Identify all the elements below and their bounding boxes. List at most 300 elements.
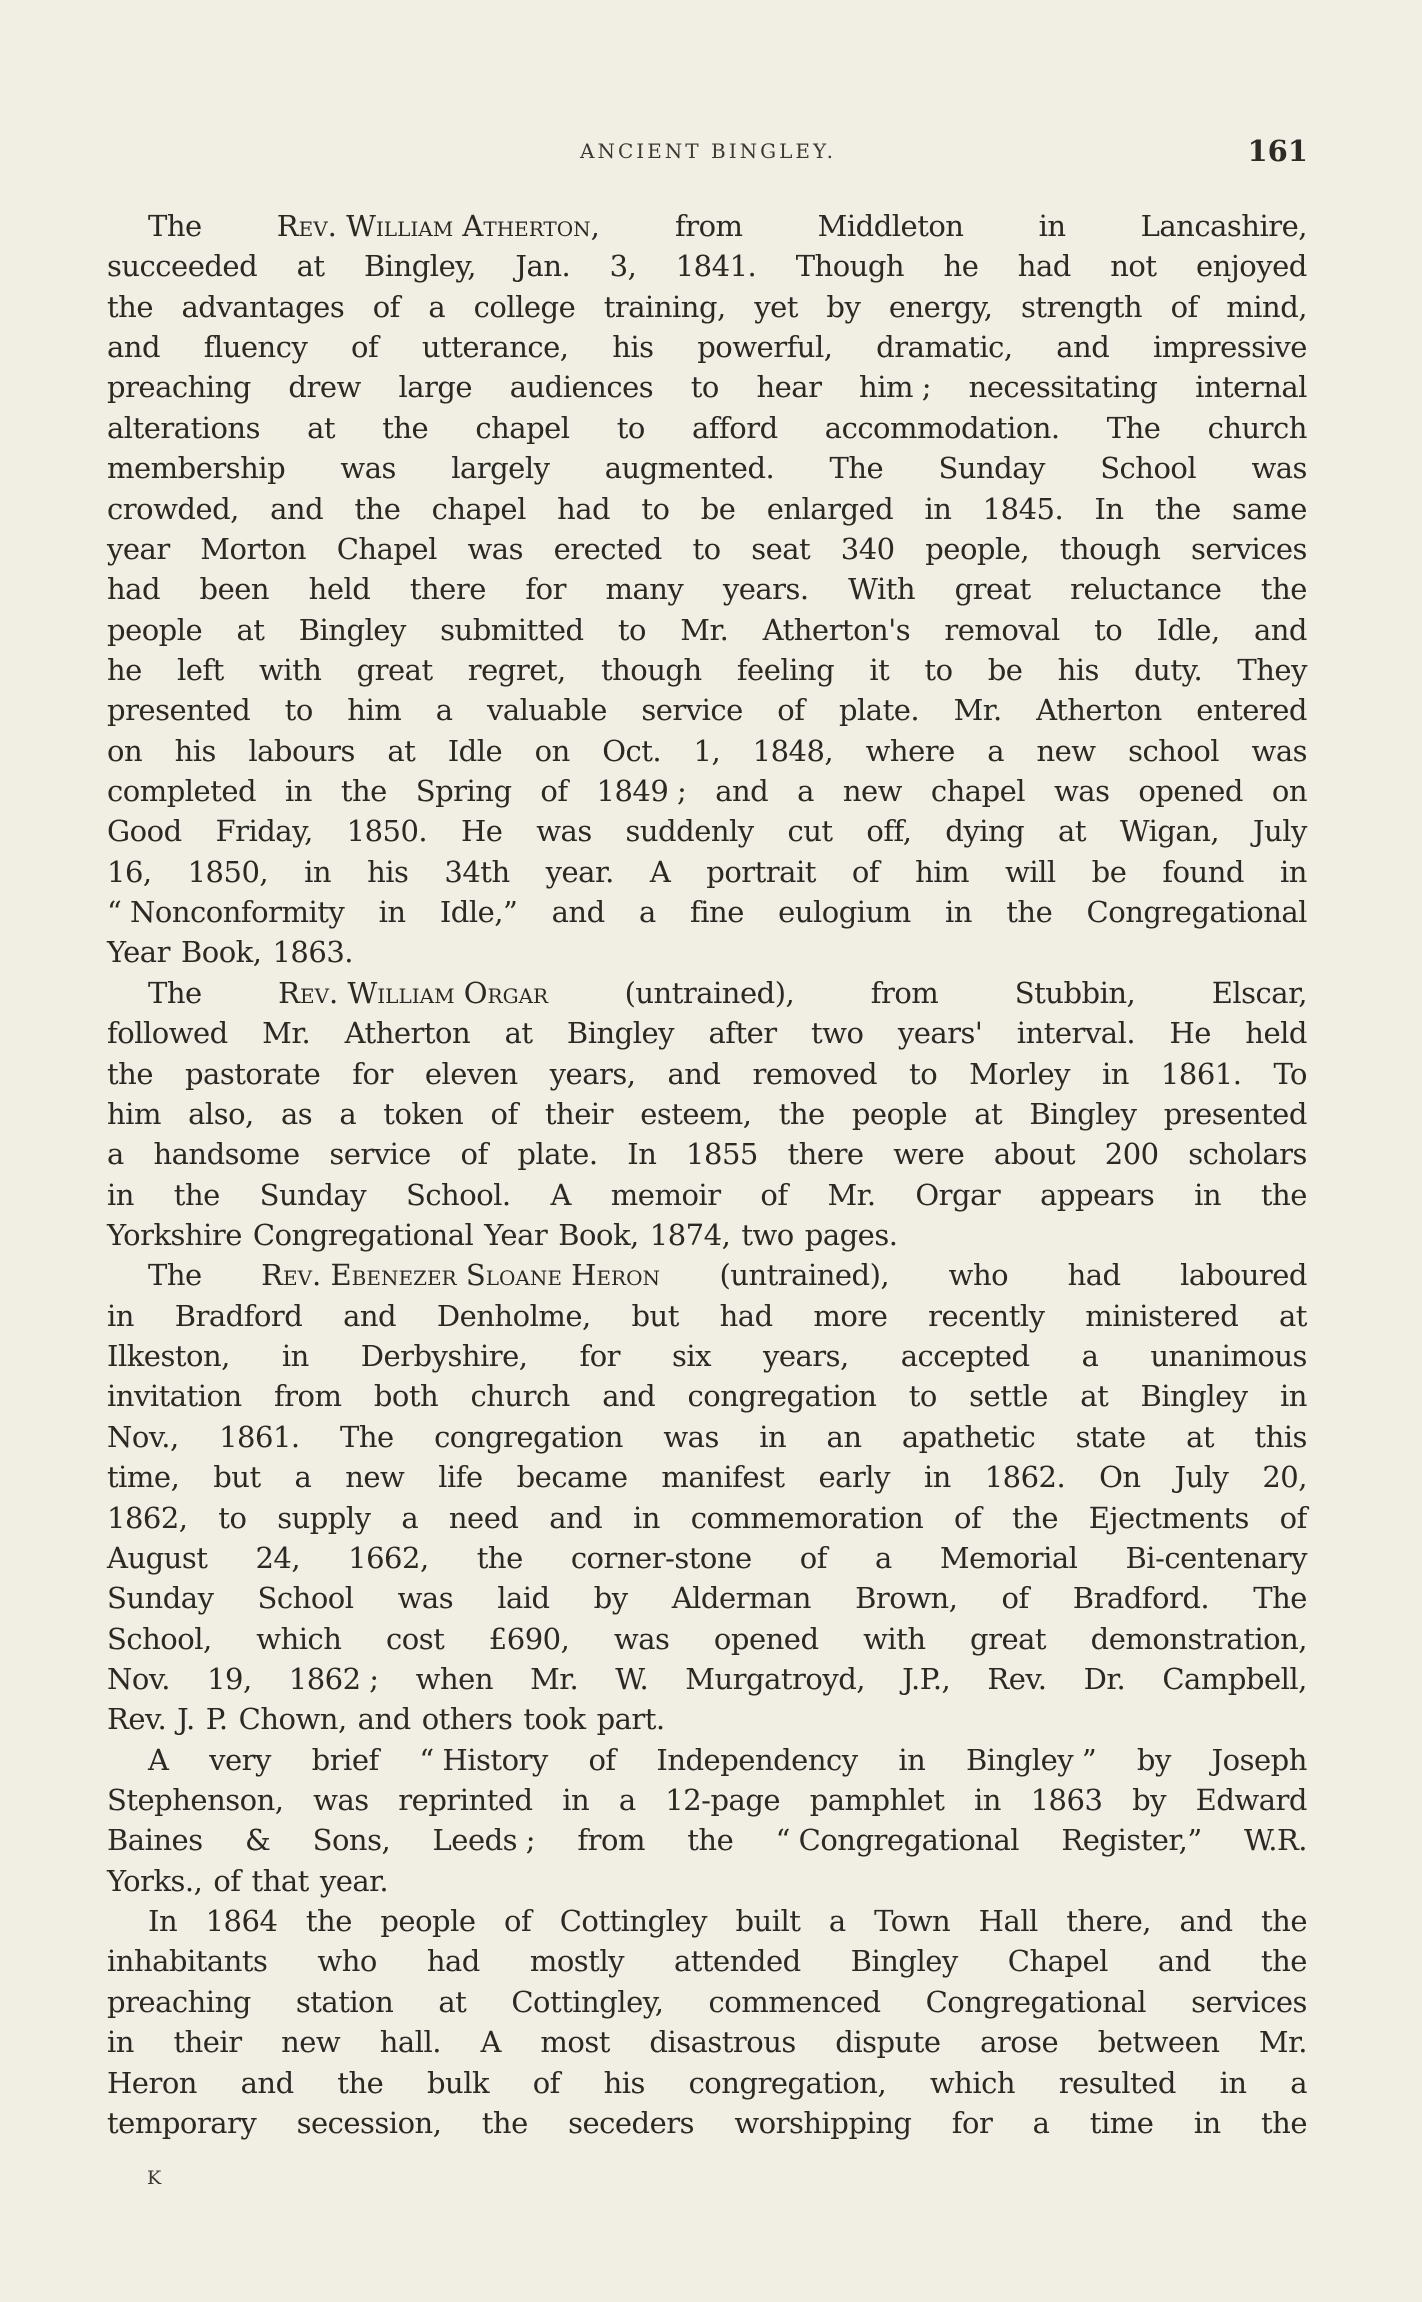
text-word: and bbox=[343, 1298, 397, 1333]
text-word: and bbox=[270, 491, 324, 526]
text-word: invitation bbox=[107, 1379, 242, 1414]
text-word: for bbox=[579, 1339, 621, 1374]
text-word: a bbox=[875, 1540, 892, 1575]
text-word: the bbox=[1260, 1944, 1307, 1979]
text-word: and bbox=[551, 895, 605, 930]
text-word: Atherton's bbox=[762, 612, 911, 647]
text-word: but bbox=[631, 1298, 679, 1333]
text-word: The bbox=[340, 1419, 394, 1454]
text-word: at bbox=[307, 410, 336, 445]
text-word: cost bbox=[386, 1621, 445, 1656]
text-word: people bbox=[107, 612, 203, 647]
text-word: Bingley bbox=[1140, 1379, 1248, 1414]
text-word: was bbox=[397, 1581, 454, 1616]
text-word: found bbox=[1162, 854, 1244, 889]
text-word: enjoyed bbox=[1195, 249, 1307, 284]
running-head bbox=[108, 136, 1308, 176]
text-word: a bbox=[618, 1783, 636, 1818]
text-word: strength bbox=[1020, 289, 1143, 324]
text-word: to bbox=[908, 1379, 937, 1414]
text-word: valuable bbox=[486, 693, 607, 728]
text-word: 1864 bbox=[205, 1904, 278, 1939]
text-word: on bbox=[107, 733, 143, 768]
text-word: Joseph bbox=[1211, 1742, 1307, 1777]
text-word: of bbox=[351, 330, 379, 365]
text-word: off, bbox=[866, 814, 912, 849]
text-word: The bbox=[1253, 1581, 1307, 1616]
body-text bbox=[107, 206, 1307, 2143]
text-word: in bbox=[945, 895, 972, 930]
text-word: Bingley bbox=[1029, 1096, 1137, 1131]
text-word: corner-stone bbox=[570, 1540, 752, 1575]
text-word: was bbox=[1251, 451, 1307, 486]
text-line bbox=[107, 1296, 1307, 1336]
text-word: had bbox=[426, 1944, 480, 1979]
text-word: plate. bbox=[517, 1137, 598, 1172]
text-word: 16, bbox=[107, 854, 152, 889]
text-word: state bbox=[1075, 1419, 1146, 1454]
text-word: in bbox=[1194, 1177, 1222, 1212]
text-word: new bbox=[1036, 733, 1096, 768]
text-word: had bbox=[1067, 1258, 1121, 1293]
text-word: feeling bbox=[736, 652, 835, 687]
text-word: They bbox=[1237, 652, 1307, 687]
text-word: the bbox=[305, 1904, 352, 1939]
text-word: Mr. bbox=[262, 1016, 311, 1051]
text-word: the bbox=[1012, 1500, 1059, 1535]
text-word: 1850. bbox=[346, 814, 428, 849]
text-word: dispute bbox=[835, 2025, 941, 2060]
text-word: 1855 bbox=[686, 1137, 758, 1172]
text-word: 1662, bbox=[348, 1540, 429, 1575]
text-word: of bbox=[540, 774, 568, 809]
text-word: Elscar, bbox=[1211, 975, 1307, 1010]
text-word: Mr. bbox=[827, 1177, 876, 1212]
text-word: the bbox=[107, 1056, 153, 1091]
text-word: alterations bbox=[107, 410, 260, 445]
text-word: Congregational bbox=[252, 1217, 474, 1252]
text-word: duty. bbox=[1134, 652, 1203, 687]
text-word: mostly bbox=[529, 1944, 624, 1979]
text-word: P. bbox=[205, 1702, 228, 1737]
text-word: augmented. bbox=[604, 451, 775, 486]
text-word: his bbox=[367, 854, 409, 889]
text-word: Bradford bbox=[174, 1298, 303, 1333]
text-word: Chown, bbox=[238, 1702, 347, 1737]
text-word: in bbox=[284, 774, 312, 809]
text-word: there bbox=[787, 1137, 864, 1172]
text-word: inhabitants bbox=[107, 1944, 268, 1979]
text-word: the bbox=[1006, 895, 1053, 930]
text-word: submitted bbox=[440, 612, 584, 647]
text-word: a bbox=[435, 693, 453, 728]
text-word: and bbox=[549, 1500, 603, 1535]
text-word: Memorial bbox=[939, 1540, 1078, 1575]
text-word: £690, bbox=[488, 1621, 570, 1656]
text-word: a bbox=[428, 289, 446, 324]
text-word: early bbox=[818, 1460, 890, 1495]
text-word: years, bbox=[549, 1056, 636, 1091]
text-word: Register,” bbox=[1061, 1823, 1202, 1858]
text-word: of bbox=[213, 1863, 241, 1898]
text-word: Mr. bbox=[953, 693, 1002, 728]
text-word: In bbox=[627, 1137, 657, 1172]
text-word: chapel bbox=[930, 774, 1026, 809]
text-word: Campbell, bbox=[1162, 1661, 1307, 1696]
text-word: of bbox=[532, 2065, 560, 2100]
text-word: chapel bbox=[475, 410, 570, 445]
text-word: the bbox=[382, 410, 429, 445]
text-word: disastrous bbox=[649, 2025, 796, 2060]
text-word: Rev. William Orgar bbox=[278, 975, 549, 1010]
text-word: service bbox=[329, 1137, 431, 1172]
text-word: two bbox=[741, 1217, 794, 1252]
text-word: 1862. bbox=[984, 1460, 1066, 1495]
text-line bbox=[107, 1538, 1307, 1578]
text-word: been bbox=[199, 572, 270, 607]
text-word: Cottingley, bbox=[511, 1984, 664, 2019]
text-word: suddenly bbox=[625, 814, 754, 849]
text-line bbox=[107, 1013, 1307, 1053]
text-word: token bbox=[383, 1096, 464, 1131]
text-line bbox=[107, 1134, 1307, 1174]
text-word: at bbox=[296, 249, 325, 284]
text-word: worshipping bbox=[734, 2105, 912, 2140]
text-word: on bbox=[534, 733, 570, 768]
text-word: the bbox=[476, 1540, 523, 1575]
text-word: six bbox=[672, 1339, 712, 1374]
text-word: Rev. bbox=[987, 1661, 1047, 1696]
text-word: he bbox=[943, 249, 979, 284]
text-line bbox=[107, 811, 1307, 851]
text-word: School bbox=[1100, 451, 1197, 486]
text-word: a bbox=[1290, 2065, 1307, 2100]
text-word: time, bbox=[107, 1460, 180, 1495]
text-word: of bbox=[490, 1096, 518, 1131]
text-line bbox=[107, 529, 1307, 569]
text-word: Idle bbox=[447, 733, 503, 768]
text-word: and bbox=[715, 774, 769, 809]
text-word: impressive bbox=[1152, 330, 1307, 365]
text-word: but bbox=[213, 1460, 261, 1495]
text-word: others bbox=[421, 1702, 513, 1737]
text-word: commenced bbox=[708, 1984, 881, 2019]
text-word: in bbox=[759, 1419, 787, 1454]
text-word: the bbox=[337, 2065, 384, 2100]
text-word: 12-page bbox=[665, 1783, 781, 1818]
text-word: great bbox=[356, 652, 433, 687]
text-word: though bbox=[1059, 531, 1161, 566]
text-word: in bbox=[924, 491, 952, 526]
text-word: July bbox=[1252, 814, 1307, 849]
text-word: Sunday bbox=[259, 1177, 367, 1212]
text-word: handsome bbox=[153, 1137, 300, 1172]
text-word: brief bbox=[311, 1742, 379, 1777]
text-line bbox=[107, 650, 1307, 690]
text-word: J.P., bbox=[902, 1661, 951, 1696]
text-word: Cottingley bbox=[559, 1904, 707, 1939]
text-word: and bbox=[357, 1702, 411, 1737]
text-word: Derbyshire, bbox=[360, 1339, 528, 1374]
text-word: most bbox=[540, 2025, 610, 2060]
text-word: 1841. bbox=[675, 249, 757, 284]
text-word: 1863. bbox=[272, 935, 354, 970]
text-word: School. bbox=[405, 1177, 511, 1212]
text-word: opened bbox=[713, 1621, 819, 1656]
text-word: (untrained), bbox=[624, 975, 795, 1010]
text-word: Yorks., bbox=[107, 1863, 203, 1898]
text-word: and bbox=[602, 1379, 656, 1414]
text-word: Leeds ; bbox=[432, 1823, 536, 1858]
text-word: Oct. bbox=[602, 733, 662, 768]
text-word: arose bbox=[980, 2025, 1059, 2060]
text-word: more bbox=[813, 1298, 888, 1333]
text-word: time bbox=[1089, 2105, 1154, 2140]
text-word: interval. bbox=[1016, 1016, 1136, 1051]
text-word: had bbox=[557, 491, 611, 526]
text-word: to bbox=[692, 531, 721, 566]
text-word: a bbox=[1081, 1339, 1099, 1374]
text-word: preaching bbox=[107, 370, 251, 405]
text-word: the bbox=[1260, 1177, 1307, 1212]
text-word: 1862, bbox=[107, 1500, 188, 1535]
text-word: for bbox=[525, 572, 566, 607]
text-word: people, bbox=[925, 531, 1030, 566]
text-word: Murgatroyd, bbox=[685, 1661, 866, 1696]
text-word: the bbox=[1261, 1904, 1307, 1939]
text-word: With bbox=[848, 572, 916, 607]
text-word: entered bbox=[1196, 693, 1307, 728]
text-word: had bbox=[719, 1298, 773, 1333]
text-word: Stephenson, bbox=[107, 1783, 284, 1818]
text-word: became bbox=[516, 1460, 628, 1495]
text-word: & bbox=[244, 1823, 271, 1858]
text-word: membership bbox=[107, 451, 286, 486]
text-word: from bbox=[870, 975, 939, 1010]
text-word: to bbox=[924, 652, 953, 687]
text-word: his bbox=[1057, 652, 1099, 687]
text-word: eulogium bbox=[778, 895, 911, 930]
text-word: was bbox=[340, 451, 396, 486]
text-word: in bbox=[107, 1298, 134, 1333]
text-word: of bbox=[504, 1904, 532, 1939]
text-word: who bbox=[317, 1944, 377, 1979]
text-word: ministered bbox=[1085, 1298, 1239, 1333]
text-word: in bbox=[1101, 1056, 1129, 1091]
text-word: The bbox=[148, 209, 202, 243]
text-word: seat bbox=[751, 531, 811, 566]
text-word: in bbox=[304, 854, 332, 889]
text-word: July bbox=[1174, 1460, 1229, 1495]
text-word: to bbox=[909, 1056, 938, 1091]
text-word: largely bbox=[451, 451, 550, 486]
text-word: years' bbox=[897, 1016, 983, 1051]
text-word: School, bbox=[107, 1621, 212, 1656]
text-word: Rev. William Atherton, bbox=[276, 209, 600, 243]
text-word: of bbox=[777, 693, 805, 728]
text-word: Good bbox=[107, 814, 182, 849]
text-word: a bbox=[401, 1500, 419, 1535]
text-word: Sunday bbox=[107, 1581, 214, 1616]
text-word: the bbox=[1260, 572, 1307, 607]
text-word: preaching bbox=[107, 1984, 251, 2019]
text-word: training, bbox=[603, 289, 726, 324]
text-word: recently bbox=[928, 1298, 1045, 1333]
text-line bbox=[107, 1578, 1307, 1618]
text-word: of bbox=[799, 1540, 827, 1575]
text-word: 1845. bbox=[982, 491, 1064, 526]
text-word: at bbox=[438, 1984, 467, 2019]
text-word: to bbox=[218, 1500, 247, 1535]
text-word: “ Congregational bbox=[775, 1823, 1020, 1858]
text-word: 20, bbox=[1262, 1460, 1307, 1495]
text-word: of bbox=[954, 1500, 982, 1535]
text-line bbox=[107, 1982, 1307, 2022]
text-word: secession, bbox=[296, 2105, 442, 2140]
text-word: internal bbox=[1195, 370, 1307, 405]
text-word: necessitating bbox=[968, 370, 1158, 405]
text-word: of bbox=[1170, 289, 1198, 324]
text-word: Spring bbox=[415, 774, 512, 809]
text-word: reluctance bbox=[1070, 572, 1222, 607]
text-word: built bbox=[735, 1904, 801, 1939]
text-word: In bbox=[1094, 491, 1124, 526]
text-word: powerful, bbox=[697, 330, 833, 365]
text-word: great bbox=[954, 572, 1031, 607]
text-line bbox=[107, 1175, 1307, 1215]
text-word: for bbox=[951, 2105, 993, 2140]
text-word: congregation bbox=[434, 1419, 623, 1454]
text-word: He bbox=[460, 814, 503, 849]
text-word: utterance, bbox=[421, 330, 569, 365]
text-word: him bbox=[107, 1096, 161, 1131]
text-word: he bbox=[107, 652, 142, 687]
text-line bbox=[107, 1215, 1307, 1255]
text-word: unanimous bbox=[1150, 1339, 1307, 1374]
text-word: who bbox=[948, 1258, 1009, 1293]
text-word: him bbox=[347, 693, 402, 728]
text-word: be bbox=[700, 491, 736, 526]
text-word: Jan. bbox=[515, 249, 571, 284]
text-word: 3, bbox=[609, 249, 637, 284]
text-word: Heron bbox=[107, 2065, 197, 2100]
text-word: Morton bbox=[200, 531, 307, 566]
text-word: the bbox=[340, 774, 387, 809]
text-word: a bbox=[1032, 2105, 1050, 2140]
text-word: to bbox=[284, 693, 313, 728]
text-line bbox=[107, 852, 1307, 892]
text-word: from bbox=[675, 209, 743, 243]
text-word: of bbox=[760, 1177, 788, 1212]
signature-mark: K bbox=[147, 2167, 163, 2189]
text-word: presented bbox=[1163, 1096, 1307, 1131]
text-word: Mr. bbox=[680, 612, 729, 647]
text-word: a bbox=[107, 1137, 124, 1172]
text-line bbox=[107, 1417, 1307, 1457]
text-word: in bbox=[974, 1783, 1001, 1818]
text-word: the bbox=[481, 2105, 528, 2140]
text-word: Morley bbox=[969, 1056, 1070, 1091]
text-word: his bbox=[174, 733, 216, 768]
text-word: fluency bbox=[203, 330, 308, 365]
text-word: Dr. bbox=[1083, 1661, 1126, 1696]
text-word: took bbox=[523, 1702, 586, 1737]
text-word: not bbox=[1110, 249, 1157, 284]
text-word: people bbox=[851, 1096, 948, 1131]
text-word: Hall bbox=[978, 1904, 1038, 1939]
text-word: in bbox=[281, 1339, 309, 1374]
text-word: new bbox=[281, 2025, 341, 2060]
text-word: years, bbox=[762, 1339, 849, 1374]
text-word: W. bbox=[615, 1661, 649, 1696]
text-line bbox=[107, 932, 1307, 972]
text-word: esteem, bbox=[640, 1096, 752, 1131]
text-word: to bbox=[1094, 612, 1123, 647]
text-word: Rev. Ebenezer Sloane Heron bbox=[261, 1258, 660, 1293]
text-word: W.R. bbox=[1243, 1823, 1307, 1858]
text-word: college bbox=[473, 289, 576, 324]
text-word: presented bbox=[107, 693, 251, 728]
text-word: in bbox=[1280, 1379, 1307, 1414]
text-word: 1874, bbox=[649, 1217, 731, 1252]
text-word: scholars bbox=[1188, 1137, 1307, 1172]
text-word: Year bbox=[107, 935, 170, 970]
text-word: was bbox=[536, 814, 592, 849]
text-word: (untrained), bbox=[719, 1258, 890, 1293]
text-word: to bbox=[616, 410, 645, 445]
text-word: mind, bbox=[1226, 289, 1307, 324]
text-word: energy, bbox=[888, 289, 993, 324]
text-word: at bbox=[1058, 814, 1086, 849]
text-word: attended bbox=[673, 1944, 801, 1979]
text-word: to bbox=[617, 612, 646, 647]
text-word: at bbox=[1279, 1298, 1307, 1333]
text-word: this bbox=[1254, 1419, 1307, 1454]
text-line bbox=[107, 206, 1307, 246]
text-word: Alderman bbox=[671, 1581, 811, 1616]
text-word: at bbox=[1186, 1419, 1215, 1454]
text-word: from bbox=[273, 1379, 342, 1414]
text-line bbox=[107, 610, 1307, 650]
text-word: Rev. bbox=[107, 1702, 167, 1737]
text-word: demonstration, bbox=[1090, 1621, 1307, 1656]
text-word: at bbox=[1080, 1379, 1109, 1414]
text-word: their bbox=[173, 2025, 242, 2060]
text-word: and bbox=[240, 2065, 294, 2100]
text-line bbox=[107, 1619, 1307, 1659]
text-word: The bbox=[829, 451, 884, 486]
text-word: though bbox=[600, 652, 702, 687]
text-word: large bbox=[398, 370, 473, 405]
text-word: 24, bbox=[255, 1540, 301, 1575]
text-word: in bbox=[923, 1460, 951, 1495]
text-line bbox=[107, 569, 1307, 609]
text-word: the bbox=[687, 1823, 734, 1858]
text-word: Year bbox=[484, 1217, 548, 1252]
text-word: Idle, bbox=[1156, 612, 1220, 647]
text-word: a bbox=[987, 733, 1005, 768]
text-word: the bbox=[1154, 491, 1201, 526]
text-word: labours bbox=[248, 733, 355, 768]
text-word: 1861. bbox=[1160, 1056, 1242, 1091]
text-word: Idle,” bbox=[439, 895, 518, 930]
text-word: of bbox=[372, 289, 400, 324]
text-word: and bbox=[667, 1056, 721, 1091]
text-word: at bbox=[504, 1016, 533, 1051]
text-word: after bbox=[708, 1016, 777, 1051]
text-word: “ History bbox=[419, 1742, 548, 1777]
text-word: Ejectments bbox=[1088, 1500, 1249, 1535]
